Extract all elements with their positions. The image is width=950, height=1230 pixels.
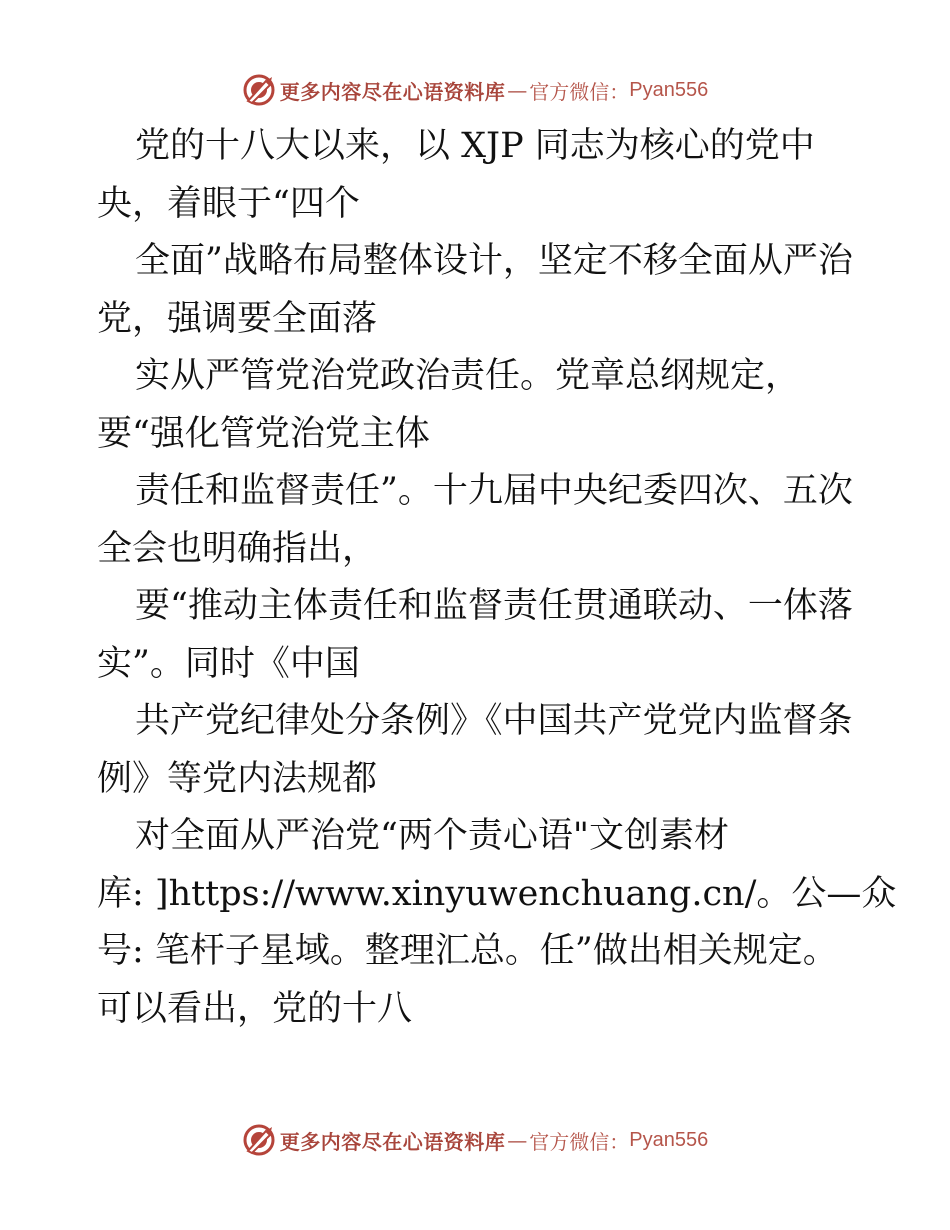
banner-separator: — xyxy=(507,78,528,102)
body-line: 责任和监督责任”。十九届中央纪委四次、五次 xyxy=(135,471,853,511)
body-line: 党，强调要全面落 xyxy=(97,298,378,339)
header-banner xyxy=(0,70,950,110)
body-line: 可以看出，党的十八 xyxy=(97,988,413,1029)
banner-wechat-label: 官方微信： xyxy=(529,1129,630,1154)
banner-wechat-id: Pyan556 xyxy=(629,1128,709,1151)
footer-banner xyxy=(0,1120,950,1160)
body-line: 共产党纪律处分条例》《中国共产党党内监督条 xyxy=(135,701,853,741)
body-line: 例》等党内法规都 xyxy=(97,758,378,799)
body-line: 对全面从严治党“两个责心语"文创素材 xyxy=(135,816,729,856)
body-line: 要“推动主体责任和监督责任贯通联动、一体落 xyxy=(135,586,853,626)
banner-brand-text: 更多内容尽在心语资料库 xyxy=(279,1129,506,1154)
body-line: 库: ]https://www.xinyuwenchuang.cn/。公—众 xyxy=(97,873,897,914)
body-line: 实”。同时《中国 xyxy=(97,643,360,684)
body-line: 全面”战略布局整体设计，坚定不移全面从严治 xyxy=(135,241,853,281)
banner-separator: — xyxy=(507,1128,528,1152)
pen-logo-icon xyxy=(242,73,276,107)
pen-logo-icon xyxy=(242,1123,276,1157)
document-body xyxy=(97,118,897,1038)
body-line: 号: 笔杆子星域。整理汇总。任”做出相关规定。 xyxy=(97,931,838,971)
banner-wechat-id: Pyan556 xyxy=(629,78,709,101)
body-line: 实从严管党治党政治责任。党章总纲规定， xyxy=(135,356,801,396)
body-line: 央，着眼于“四个 xyxy=(97,183,360,224)
banner-wechat-label: 官方微信： xyxy=(529,79,630,104)
body-line: 党的十八大以来，以 XJP 同志为核心的党中 xyxy=(135,126,815,166)
banner-brand-text: 更多内容尽在心语资料库 xyxy=(279,79,506,104)
body-line: 全会也明确指出， xyxy=(97,528,378,569)
body-line: 要“强化管党治党主体 xyxy=(97,413,430,454)
